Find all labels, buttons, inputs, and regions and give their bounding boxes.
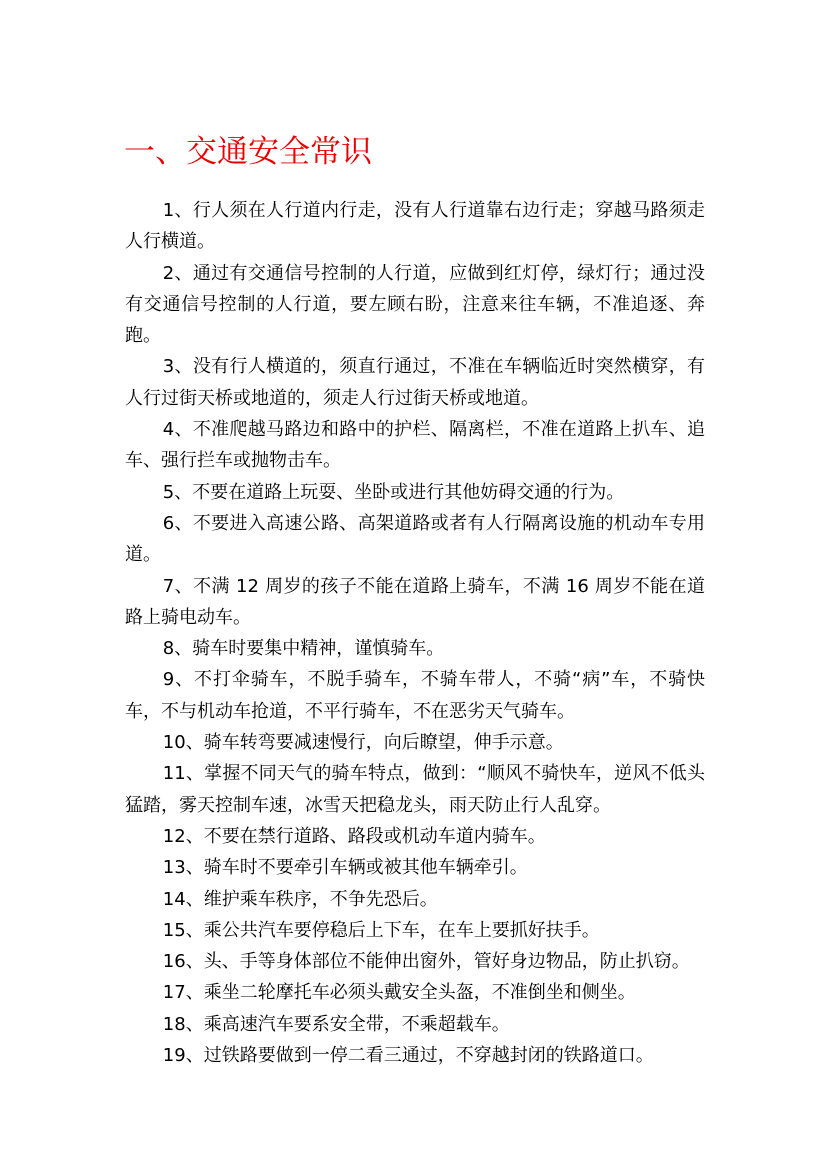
list-item: 16、头、手等身体部位不能伸出窗外，管好身边物品，防止扒窃。	[162, 951, 690, 973]
list-item: 3、没有行人横道的，须直行通过，不准在车辆临近时突然横穿，有人行过街天桥或地道的，须走人行过街天桥或地道。	[125, 356, 705, 409]
list-item: 18、乘高速汽车要系安全带，不乘超载车。	[162, 1013, 510, 1035]
list-item: 5、不要在道路上玩耍、坐卧或进行其他妨碍交通的行为。	[162, 481, 625, 503]
section-title: 一、交通安全常识	[124, 134, 372, 170]
list-item: 2、通过有交通信号控制的人行道，应做到红灯停，绿灯行；通过没有交通信号控制的人行道，要左顾右盼，注意来往车辆，不准追逐、奔跑。	[125, 262, 705, 347]
list-item: 15、乘公共汽车要停稳后上下车，在车上要抓好扶手。	[162, 919, 600, 941]
list-item: 4、不准爬越马路边和路中的护栏、隔离栏，不准在道路上扒车、追车、强行拦车或抛物击车。	[125, 419, 705, 472]
list-item: 13、骑车时不要牵引车辆或被其他车辆牵引。	[162, 857, 528, 879]
list-item: 17、乘坐二轮摩托车必须头戴安全头盔，不准倒坐和侧坐。	[162, 982, 636, 1004]
list-item: 8、骑车时要集中精神，谨慎骑车。	[162, 638, 445, 660]
list-item: 7、不满 12 周岁的孩子不能在道路上骑车，不满 16 周岁不能在道路上骑电动车。	[125, 575, 705, 628]
safety-rules-list	[125, 195, 705, 1071]
list-item: 19、过铁路要做到一停二看三通过，不穿越封闭的铁路道口。	[162, 1045, 654, 1067]
list-item: 9、不打伞骑车，不脱手骑车，不骑车带人，不骑“病”车，不骑快车，不与机动车抢道，不平行骑车，不在恶劣天气骑车。	[125, 669, 705, 722]
list-item: 1、行人须在人行道内行走，没有人行道靠右边行走；穿越马路须走人行横道。	[125, 200, 705, 253]
list-item: 14、维护乘车秩序，不争先恐后。	[162, 888, 438, 910]
list-item: 6、不要进入高速公路、高架道路或者有人行隔离设施的机动车专用道。	[125, 512, 705, 566]
list-item: 12、不要在禁行道路、路段或机动车道内骑车。	[162, 825, 546, 847]
list-item: 10、骑车转弯要减速慢行，向后瞭望，伸手示意。	[162, 732, 564, 754]
list-item: 11、掌握不同天气的骑车特点，做到：“顺风不骑快车，逆风不低头猛踏，雾天控制车速，冰雪天把稳龙头，雨天防止行人乱穿。	[125, 763, 705, 816]
